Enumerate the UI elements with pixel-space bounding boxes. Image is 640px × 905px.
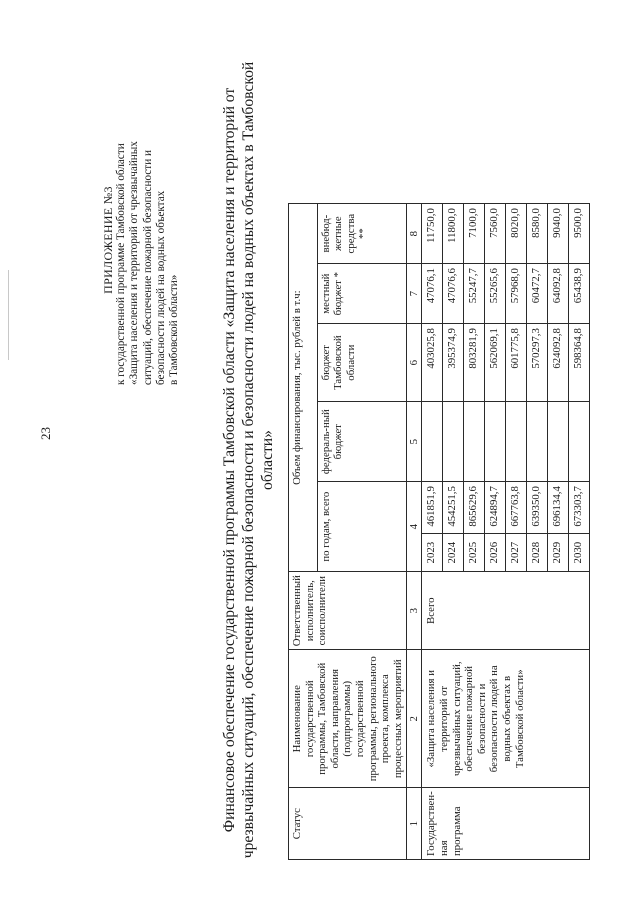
header-executor: Ответственный исполнитель, соисполнители bbox=[289, 572, 407, 650]
federal-cell bbox=[569, 402, 590, 482]
federal-cell bbox=[548, 402, 569, 482]
year-cell: 2027 bbox=[506, 534, 527, 572]
regional-cell: 624092,8 bbox=[548, 324, 569, 402]
local-cell: 64092,8 bbox=[548, 264, 569, 324]
header-status: Статус bbox=[289, 788, 407, 860]
year-cell: 2025 bbox=[464, 534, 485, 572]
federal-cell bbox=[485, 402, 506, 482]
year-cell: 2029 bbox=[548, 534, 569, 572]
total-cell: 454251,5 bbox=[443, 482, 464, 534]
total-cell: 696134,4 bbox=[548, 482, 569, 534]
title-line: области» bbox=[259, 430, 276, 490]
column-number: 3 bbox=[407, 572, 422, 650]
document-title bbox=[220, 50, 277, 870]
extra-cell: 7560,0 bbox=[485, 204, 506, 264]
regional-cell: 803281,9 bbox=[464, 324, 485, 402]
local-cell: 57968,0 bbox=[506, 264, 527, 324]
appendix-line: в Тамбовской области» bbox=[168, 274, 181, 385]
regional-cell: 598364,8 bbox=[569, 324, 590, 402]
regional-cell: 562069,1 bbox=[485, 324, 506, 402]
rotated-document-page bbox=[20, 30, 620, 890]
total-cell: 667763,8 bbox=[506, 482, 527, 534]
column-number: 7 bbox=[407, 264, 422, 324]
extra-cell: 11800,0 bbox=[443, 204, 464, 264]
year-cell: 2026 bbox=[485, 534, 506, 572]
extra-cell: 9040,0 bbox=[548, 204, 569, 264]
executor-cell: Всего bbox=[422, 572, 590, 650]
total-cell: 624894,7 bbox=[485, 482, 506, 534]
total-cell: 865629,6 bbox=[464, 482, 485, 534]
header-extra: внебюд-жетные средства ** bbox=[317, 204, 407, 264]
extra-cell: 9500,0 bbox=[569, 204, 590, 264]
regional-cell: 601775,8 bbox=[506, 324, 527, 402]
page-number: 23 bbox=[38, 427, 53, 440]
year-cell: 2028 bbox=[527, 534, 548, 572]
status-cell: Государствен-ная программа bbox=[422, 788, 590, 860]
header-local: местный бюджет * bbox=[317, 264, 407, 324]
federal-cell bbox=[464, 402, 485, 482]
regional-cell: 395374,9 bbox=[443, 324, 464, 402]
extra-cell: 7100,0 bbox=[464, 204, 485, 264]
regional-cell: 403025,8 bbox=[422, 324, 443, 402]
regional-cell: 570297,3 bbox=[527, 324, 548, 402]
federal-cell bbox=[527, 402, 548, 482]
header-funding-group: Объем финансирования, тыс. рублей в т.ч: bbox=[289, 204, 318, 572]
appendix-line: ситуаций, обеспечение пожарной безопасности и bbox=[141, 150, 154, 385]
local-cell: 55247,7 bbox=[464, 264, 485, 324]
column-number: 6 bbox=[407, 324, 422, 402]
column-number: 8 bbox=[407, 204, 422, 264]
local-cell: 55265,6 bbox=[485, 264, 506, 324]
total-cell: 461851,9 bbox=[422, 482, 443, 534]
year-cell: 2030 bbox=[569, 534, 590, 572]
appendix-line: «Защита населения и территорий от чрезвычайных bbox=[128, 141, 141, 385]
appendix-title: ПРИЛОЖЕНИЕ №3 bbox=[101, 186, 115, 294]
extra-cell: 11750,0 bbox=[422, 204, 443, 264]
year-cell: 2024 bbox=[443, 534, 464, 572]
local-cell: 60472,7 bbox=[527, 264, 548, 324]
local-cell: 65438,9 bbox=[569, 264, 590, 324]
column-number: 2 bbox=[407, 650, 422, 788]
title-line: чрезвычайных ситуаций, обеспечение пожарной безопасности и безопасности людей на водных объектах в Тамбовской bbox=[240, 61, 257, 859]
table-row bbox=[422, 204, 443, 860]
year-cell: 2023 bbox=[422, 534, 443, 572]
total-cell: 673303,7 bbox=[569, 482, 590, 534]
header-regional: бюджет Тамбовской области bbox=[317, 324, 407, 402]
column-number: 1 bbox=[407, 788, 422, 860]
financing-table bbox=[288, 203, 590, 860]
appendix-line: безопасности людей на водных объектах bbox=[154, 190, 167, 385]
federal-cell bbox=[443, 402, 464, 482]
header-name: Наименование государственной программы, Тамбовской области, направления (подпрограммы) государственной программы, регионального проекта, комплекса процессных мероприятий bbox=[289, 650, 407, 788]
extra-cell: 8580,0 bbox=[527, 204, 548, 264]
header-federal: федераль-ный бюджет bbox=[317, 402, 407, 482]
federal-cell bbox=[506, 402, 527, 482]
federal-cell bbox=[422, 402, 443, 482]
title-line: Финансовое обеспечение государственной программы Тамбовской области «Защита населения и территорий от bbox=[221, 87, 238, 833]
local-cell: 47076,6 bbox=[443, 264, 464, 324]
extra-cell: 8020,0 bbox=[506, 204, 527, 264]
column-number: 5 bbox=[407, 402, 422, 482]
appendix-line: к государственной программе Тамбовской области bbox=[115, 143, 128, 385]
program-name-cell: «Защита населения и территорий от чрезвычайных ситуаций, обеспечение пожарной безопасности и безопасности людей на водных объектах в Тамбовской области» bbox=[422, 650, 590, 788]
appendix-block bbox=[102, 95, 181, 385]
local-cell: 47076,1 bbox=[422, 264, 443, 324]
scan-mark-top bbox=[8, 270, 9, 360]
header-by-years: по годам, всего bbox=[317, 482, 407, 572]
total-cell: 639350,0 bbox=[527, 482, 548, 534]
column-number: 4 bbox=[407, 482, 422, 572]
